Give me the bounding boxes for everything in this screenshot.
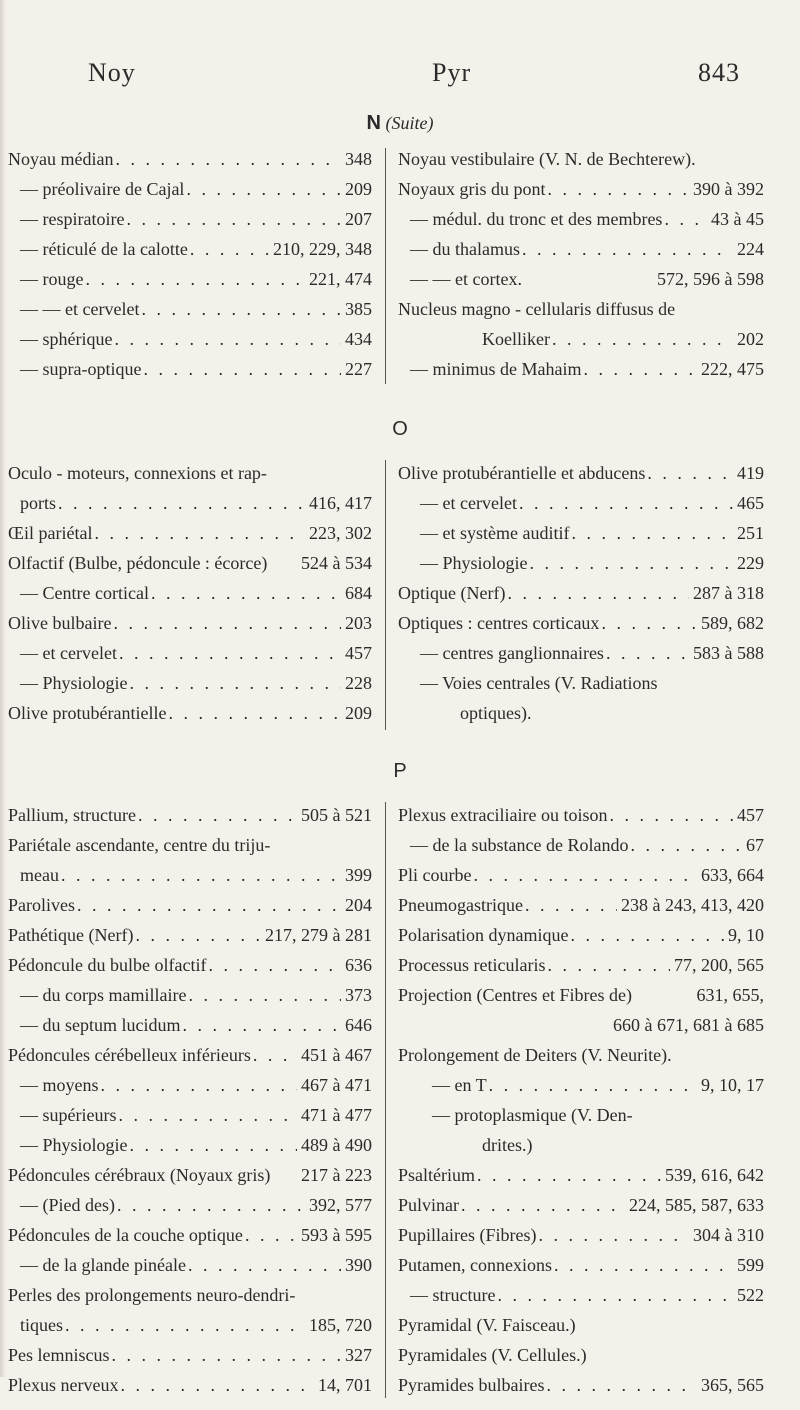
dot-leader: [487, 1070, 697, 1100]
index-entry: [398, 830, 764, 860]
entry-term: Putamen, connexions: [398, 1255, 552, 1275]
dot-leader: [544, 1370, 697, 1400]
dot-leader: [59, 860, 341, 890]
index-section-o: [0, 458, 800, 738]
dot-leader: [184, 174, 341, 204]
entry-term: — du septum lucidum: [20, 1015, 181, 1035]
entry-page-refs: 202: [737, 329, 764, 349]
entry-term: Pédoncules cérébraux (Noyaux gris): [8, 1165, 271, 1185]
entry-page-refs: 9, 10, 17: [701, 1075, 764, 1095]
dot-leader: [116, 1100, 297, 1130]
entry-term: meau: [20, 865, 59, 885]
index-entry: [398, 264, 764, 294]
index-section-n: [0, 144, 800, 394]
entry-term: Oculo - moteurs, connexions et rap-: [8, 463, 267, 483]
dot-leader: [517, 488, 733, 518]
index-entry: [8, 1010, 372, 1040]
entry-term: Olive protubérantielle: [8, 703, 167, 723]
index-entry: [398, 920, 764, 950]
entry-page-refs: 207: [345, 209, 372, 229]
index-column-right: [398, 800, 764, 1400]
dot-leader: [128, 1130, 297, 1160]
entry-term: Pédoncules de la couche optique: [8, 1225, 243, 1245]
entry-page-refs: 238 à 243, 413, 420: [621, 895, 764, 915]
dot-leader: [495, 1280, 733, 1310]
entry-page-refs: 467 à 471: [301, 1075, 372, 1095]
entry-page-refs: 631, 655,: [696, 985, 764, 1005]
index-entry: [8, 860, 372, 890]
index-entry: [8, 920, 372, 950]
entry-term: — structure: [410, 1285, 496, 1305]
entry-term: — respiratoire: [20, 209, 125, 229]
index-entry: [8, 668, 372, 698]
dot-leader: [243, 1220, 297, 1250]
index-entry: [398, 234, 764, 264]
entry-page-refs: 185, 720: [309, 1315, 372, 1335]
index-entry: [398, 860, 764, 890]
index-entry: [398, 800, 764, 830]
index-entry: [398, 698, 764, 728]
dot-leader: [520, 234, 733, 264]
index-entry: [398, 458, 764, 488]
entry-page-refs: 224: [737, 239, 764, 259]
index-entry: [398, 578, 764, 608]
dot-leader: [568, 920, 724, 950]
dot-leader: [124, 204, 341, 234]
entry-term: ports: [20, 493, 56, 513]
entry-term: Pariétale ascendante, centre du triju-: [8, 835, 271, 855]
entry-page-refs: 304 à 310: [693, 1225, 764, 1245]
entry-page-refs: 684: [345, 583, 372, 603]
entry-term: — supérieurs: [20, 1105, 117, 1125]
entry-term: — Physiologie: [420, 553, 528, 573]
dot-leader: [251, 1040, 297, 1070]
entry-term: — Physiologie: [20, 1135, 128, 1155]
entry-page-refs: 224, 585, 587, 633: [629, 1195, 764, 1215]
entry-term: tiques: [20, 1315, 63, 1335]
index-entry: [398, 1040, 764, 1070]
entry-term: — du thalamus: [410, 239, 520, 259]
index-entry: [8, 980, 372, 1010]
entry-term: — de la substance de Rolando: [410, 835, 629, 855]
entry-term: Pupillaires (Fibres): [398, 1225, 537, 1245]
index-entry: [8, 1130, 372, 1160]
entry-page-refs: 327: [345, 1345, 372, 1365]
entry-term: Plexus extraciliaire ou toison: [398, 805, 608, 825]
index-entry: [398, 548, 764, 578]
entry-page-refs: 209: [345, 703, 372, 723]
entry-page-refs: 217, 279 à 281: [265, 925, 372, 945]
entry-term: Optiques : centres corticaux: [398, 613, 600, 633]
entry-term: Pyramidal (V. Faisceau.): [398, 1315, 576, 1335]
dot-leader: [545, 950, 670, 980]
entry-term: Olive protubérantielle et abducens: [398, 463, 646, 483]
entry-page-refs: 636: [345, 955, 372, 975]
entry-term: Pli courbe: [398, 865, 472, 885]
index-entry: [398, 294, 764, 324]
dot-leader: [581, 354, 697, 384]
entry-term: — — et cortex.: [410, 269, 522, 289]
entry-page-refs: 365, 565: [701, 1375, 764, 1395]
dot-leader: [99, 1070, 298, 1100]
index-entry: [398, 518, 764, 548]
entry-term: — et système auditif: [420, 523, 570, 543]
entry-term: — en T: [432, 1075, 487, 1095]
entry-term: Noyau vestibulaire (V. N. de Bechterew).: [398, 149, 696, 169]
entry-page-refs: 209: [345, 179, 372, 199]
index-entry: [8, 324, 372, 354]
index-entry: [8, 1250, 372, 1280]
section-letter-o: O: [392, 418, 408, 440]
dot-leader: [552, 1250, 733, 1280]
index-column-left: [8, 144, 372, 384]
dot-leader: [546, 174, 690, 204]
entry-term: Pyramidales (V. Cellules.): [398, 1345, 587, 1365]
dot-leader: [536, 1220, 689, 1250]
dot-leader: [599, 608, 697, 638]
index-section-p: [0, 800, 800, 1410]
entry-term: — supra-optique: [20, 359, 142, 379]
index-entry: [398, 204, 764, 234]
index-entry: [8, 950, 372, 980]
dot-leader: [128, 668, 341, 698]
dot-leader: [149, 578, 341, 608]
entry-term: — Physiologie: [20, 673, 128, 693]
dot-leader: [118, 1370, 314, 1400]
entry-term: Pathétique (Nerf): [8, 925, 134, 945]
entry-term: Pédoncules cérébelleux inférieurs: [8, 1045, 251, 1065]
entry-page-refs: 221, 474: [309, 269, 372, 289]
index-entry: [398, 1310, 764, 1340]
entry-page-refs: 223, 302: [309, 523, 372, 543]
dot-leader: [607, 800, 733, 830]
entry-term: Koelliker: [482, 329, 550, 349]
suite-label: (Suite): [385, 113, 434, 133]
entry-page-refs: 471 à 477: [301, 1105, 372, 1125]
dot-leader: [459, 1190, 625, 1220]
dot-leader: [117, 638, 341, 668]
index-entry: [398, 890, 764, 920]
entry-term: Processus reticularis: [398, 955, 546, 975]
index-column-right: [398, 144, 764, 384]
dot-leader: [166, 698, 341, 728]
entry-term: drites.): [482, 1135, 533, 1155]
index-entry: [398, 1250, 764, 1280]
entry-term: — médul. du tronc et des membres: [410, 209, 663, 229]
entry-term: Pneumogastrique: [398, 895, 523, 915]
dot-leader: [645, 458, 733, 488]
dot-leader: [662, 204, 707, 234]
index-entry: [8, 1220, 372, 1250]
dot-leader: [186, 1250, 341, 1280]
index-entry: [8, 1280, 372, 1310]
index-column-left: [8, 458, 372, 728]
index-entry: [398, 1100, 764, 1130]
entry-term: Polarisation dynamique: [398, 925, 569, 945]
index-entry: [398, 144, 764, 174]
index-entry: [8, 1190, 372, 1220]
index-entry: [8, 830, 372, 860]
dot-leader: [63, 1310, 305, 1340]
entry-term: — du corps mamillaire: [20, 985, 187, 1005]
entry-page-refs: 599: [737, 1255, 764, 1275]
entry-page-refs: 217 à 223: [301, 1165, 372, 1185]
dot-leader: [569, 518, 733, 548]
entry-term: Prolongement de Deiters (V. Neurite).: [398, 1045, 672, 1065]
index-entry: [8, 638, 372, 668]
entry-term: — moyens: [20, 1075, 99, 1095]
dot-leader: [133, 920, 261, 950]
dot-leader: [139, 294, 341, 324]
index-entry: [8, 458, 372, 488]
column-divider: [385, 148, 386, 384]
entry-page-refs: 14, 701: [318, 1375, 372, 1395]
dot-leader: [472, 860, 698, 890]
entry-term: — protoplasmique (V. Den-: [432, 1105, 633, 1125]
index-entry: [8, 1370, 372, 1400]
dot-leader: [111, 608, 341, 638]
index-entry: [398, 1280, 764, 1310]
index-entry: [398, 1160, 764, 1190]
dot-leader: [75, 890, 341, 920]
entry-term: Œil pariétal: [8, 523, 93, 543]
entry-term: Plexus nerveux: [8, 1375, 119, 1395]
entry-page-refs: 203: [345, 613, 372, 633]
dot-leader: [115, 1190, 305, 1220]
index-entry: [398, 1220, 764, 1250]
entry-page-refs: 9, 10: [728, 925, 764, 945]
page-number: 843: [698, 58, 740, 87]
entry-term: Perles des prolongements neuro-dendri-: [8, 1285, 296, 1305]
index-column-left: [8, 800, 372, 1400]
entry-page-refs: 43 à 45: [711, 209, 764, 229]
header-center-word: Pyr: [432, 58, 472, 87]
entry-page-refs: 399: [345, 865, 372, 885]
dot-leader: [113, 144, 341, 174]
entry-page-refs: 660 à 671, 681 à 685: [613, 1015, 764, 1035]
index-entry: [398, 1370, 764, 1400]
entry-term: — minimus de Mahaim: [410, 359, 582, 379]
entry-page-refs: 633, 664: [701, 865, 764, 885]
running-header: [0, 58, 800, 98]
header-left-word: Noy: [88, 58, 136, 87]
entry-page-refs: 67: [746, 835, 764, 855]
entry-term: — et cervelet: [420, 493, 517, 513]
entry-page-refs: 416, 417: [309, 493, 372, 513]
index-entry: [8, 1310, 372, 1340]
dot-leader: [188, 234, 269, 264]
index-entry: [8, 1160, 372, 1190]
dot-leader: [206, 950, 341, 980]
entry-page-refs: 451 à 467: [301, 1045, 372, 1065]
index-entry: [8, 578, 372, 608]
section-letter-p: P: [393, 760, 407, 782]
index-entry: [8, 1340, 372, 1370]
index-entry: [8, 548, 372, 578]
entry-page-refs: 227: [345, 359, 372, 379]
dot-leader: [92, 518, 305, 548]
entry-page-refs: 390 à 392: [693, 179, 764, 199]
entry-page-refs: 457: [737, 805, 764, 825]
entry-page-refs: 204: [345, 895, 372, 915]
entry-page-refs: 583 à 588: [693, 643, 764, 663]
index-entry: [8, 1070, 372, 1100]
index-entry: [398, 1010, 764, 1040]
index-entry: [398, 668, 764, 698]
index-column-right: [398, 458, 764, 728]
index-entry: [8, 294, 372, 324]
entry-term: — (Pied des): [20, 1195, 115, 1215]
entry-term: Olfactif (Bulbe, pédoncule : écorce): [8, 553, 268, 573]
entry-term: Psaltérium: [398, 1165, 475, 1185]
dot-leader: [141, 354, 341, 384]
index-entry: [8, 890, 372, 920]
entry-page-refs: 489 à 490: [301, 1135, 372, 1155]
entry-term: Optique (Nerf): [398, 583, 506, 603]
entry-page-refs: 77, 200, 565: [674, 955, 764, 975]
entry-page-refs: 228: [345, 673, 372, 693]
entry-term: optiques).: [460, 703, 532, 723]
index-entry: [8, 1100, 372, 1130]
entry-page-refs: 251: [737, 523, 764, 543]
entry-page-refs: 287 à 318: [693, 583, 764, 603]
entry-page-refs: 222, 475: [701, 359, 764, 379]
index-entry: [8, 174, 372, 204]
index-entry: [8, 698, 372, 728]
index-entry: [398, 608, 764, 638]
index-entry: [8, 1040, 372, 1070]
entry-page-refs: 524 à 534: [301, 553, 372, 573]
entry-page-refs: 465: [737, 493, 764, 513]
entry-page-refs: 539, 616, 642: [665, 1165, 764, 1185]
index-entry: [398, 1340, 764, 1370]
dot-leader: [475, 1160, 661, 1190]
entry-term: Pes lemniscus: [8, 1345, 110, 1365]
entry-term: Noyau médian: [8, 149, 114, 169]
entry-term: — Centre cortical: [20, 583, 149, 603]
index-entry: [8, 144, 372, 174]
entry-page-refs: 392, 577: [309, 1195, 372, 1215]
entry-page-refs: 419: [737, 463, 764, 483]
entry-page-refs: 229: [737, 553, 764, 573]
dot-leader: [56, 488, 305, 518]
index-entry: [8, 608, 372, 638]
index-entry: [8, 800, 372, 830]
entry-term: — rouge: [20, 269, 84, 289]
entry-page-refs: 434: [345, 329, 372, 349]
dot-leader: [181, 1010, 342, 1040]
dot-leader: [604, 638, 689, 668]
entry-page-refs: 505 à 521: [301, 805, 372, 825]
dot-leader: [112, 324, 341, 354]
entry-term: — réticulé de la calotte: [20, 239, 188, 259]
dot-leader: [110, 1340, 342, 1370]
entry-term: Pallium, structure: [8, 805, 136, 825]
entry-page-refs: 589, 682: [701, 613, 764, 633]
entry-term: — de la glande pinéale: [20, 1255, 186, 1275]
entry-term: Nucleus magno - cellularis diffusus de: [398, 299, 676, 319]
entry-term: — préolivaire de Cajal: [20, 179, 185, 199]
entry-page-refs: 348: [345, 149, 372, 169]
index-entry: [398, 638, 764, 668]
entry-page-refs: 373: [345, 985, 372, 1005]
entry-term: — sphérique: [20, 329, 113, 349]
entry-term: Pyramides bulbaires: [398, 1375, 545, 1395]
index-entry: [398, 488, 764, 518]
dot-leader: [523, 890, 617, 920]
index-entry: [8, 264, 372, 294]
entry-page-refs: 390: [345, 1255, 372, 1275]
dot-leader: [528, 548, 733, 578]
index-entry: [398, 1130, 764, 1160]
dot-leader: [550, 324, 733, 354]
entry-term: Parolives: [8, 895, 75, 915]
entry-term: Noyaux gris du pont: [398, 179, 546, 199]
dot-leader: [505, 578, 689, 608]
entry-term: Projection (Centres et Fibres de): [398, 985, 632, 1005]
entry-term: Pédoncule du bulbe olfactif: [8, 955, 207, 975]
dot-leader: [83, 264, 305, 294]
entry-term: Olive bulbaire: [8, 613, 112, 633]
entry-page-refs: 385: [345, 299, 372, 319]
dot-leader: [136, 800, 297, 830]
index-entry: [8, 354, 372, 384]
index-entry: [398, 174, 764, 204]
entry-term: — Voies centrales (V. Radiations: [420, 673, 658, 693]
column-divider: [385, 460, 386, 730]
index-entry: [398, 324, 764, 354]
index-entry: [398, 354, 764, 384]
index-entry: [398, 1190, 764, 1220]
entry-page-refs: 522: [737, 1285, 764, 1305]
entry-term: — centres ganglionnaires: [420, 643, 604, 663]
entry-page-refs: 593 à 595: [301, 1225, 372, 1245]
dot-leader: [186, 980, 341, 1010]
index-entry: [8, 488, 372, 518]
section-continued-heading: [0, 112, 800, 135]
index-entry: [398, 950, 764, 980]
column-divider: [385, 802, 386, 1398]
entry-page-refs: 572, 596 à 598: [657, 269, 764, 289]
index-entry: [398, 980, 764, 1010]
entry-page-refs: 210, 229, 348: [273, 239, 372, 259]
index-entry: [8, 204, 372, 234]
entry-term: — — et cervelet: [20, 299, 140, 319]
index-entry: [8, 234, 372, 264]
index-entry: [398, 1070, 764, 1100]
entry-term: — et cervelet: [20, 643, 117, 663]
entry-page-refs: 457: [345, 643, 372, 663]
entry-term: Pulvinar: [398, 1195, 459, 1215]
index-entry: [8, 518, 372, 548]
section-letter: N: [366, 112, 381, 134]
entry-page-refs: 646: [345, 1015, 372, 1035]
dot-leader: [628, 830, 742, 860]
